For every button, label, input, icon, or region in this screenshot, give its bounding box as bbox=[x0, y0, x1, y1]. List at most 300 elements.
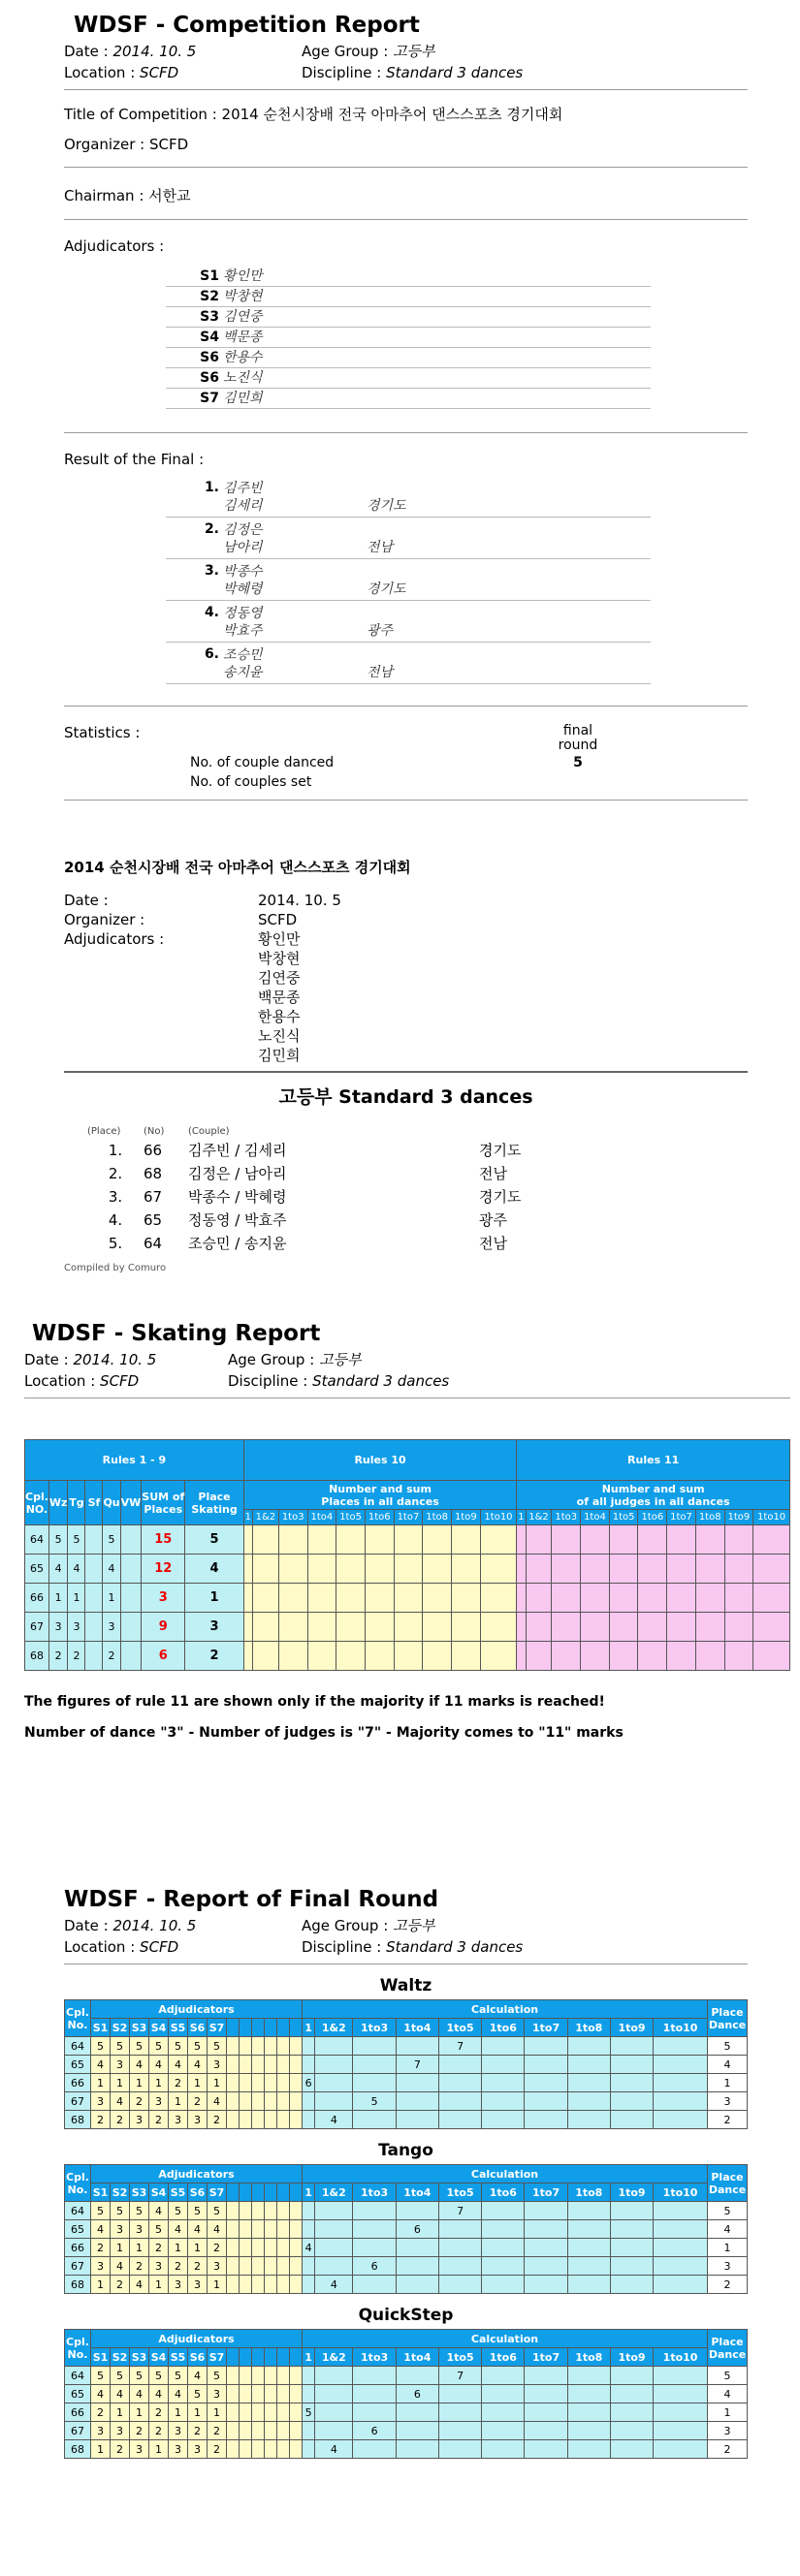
judge-header: S4 bbox=[149, 2348, 169, 2367]
rule10-cell bbox=[423, 1584, 452, 1613]
adjudicators-header: Adjudicators bbox=[91, 2165, 303, 2183]
dance-mark-empty bbox=[277, 2092, 290, 2111]
final-location-value: SCFD bbox=[140, 1938, 179, 1956]
dance-mark-empty bbox=[227, 2111, 240, 2129]
rule11-cell bbox=[526, 1525, 552, 1555]
range-header-r11: 1to6 bbox=[638, 1510, 667, 1525]
skating-mark bbox=[120, 1584, 142, 1613]
adjudicator-row bbox=[166, 287, 651, 307]
finalist-place: 2. bbox=[204, 521, 219, 537]
dance-calc bbox=[303, 2056, 315, 2074]
dance-calc: 4 bbox=[315, 2111, 353, 2129]
summary-date-label: Date : bbox=[64, 892, 109, 909]
dance-mark-empty bbox=[290, 2092, 303, 2111]
judge-header-empty bbox=[290, 2019, 303, 2037]
rule11-cell bbox=[638, 1525, 667, 1555]
dance-mark-empty bbox=[227, 2440, 240, 2459]
judge-header: S7 bbox=[208, 2019, 227, 2037]
adjudicator-row bbox=[166, 267, 651, 287]
dance-mark: 4 bbox=[188, 2367, 208, 2385]
dance-calc: 4 bbox=[315, 2440, 353, 2459]
dance-mark-empty bbox=[290, 2367, 303, 2385]
dance-mark-empty bbox=[277, 2074, 290, 2092]
dance-mark-empty bbox=[227, 2202, 240, 2220]
dance-header-3: Qu bbox=[103, 1481, 120, 1525]
dance-calc bbox=[303, 2037, 315, 2056]
dance-calc bbox=[610, 2403, 653, 2422]
dance-place: 1 bbox=[708, 2239, 748, 2257]
col-couple-header: (Couple) bbox=[188, 1126, 230, 1137]
skating-row bbox=[25, 1584, 790, 1613]
dance-calc bbox=[438, 2239, 481, 2257]
dance-mark: 2 bbox=[149, 2422, 169, 2440]
rule10-cell bbox=[336, 1642, 366, 1671]
dance-mark-empty bbox=[252, 2202, 265, 2220]
calc-header: 1 bbox=[303, 2019, 315, 2037]
dance-mark-empty bbox=[265, 2239, 277, 2257]
competition-label: Title of Competition : bbox=[64, 106, 217, 123]
discipline-value: Standard 3 dances bbox=[386, 64, 524, 81]
rule11-cell bbox=[609, 1584, 638, 1613]
dance-mark-empty bbox=[227, 2220, 240, 2239]
category-title: 고등부 Standard 3 dances bbox=[278, 1086, 533, 1108]
dance-mark: 3 bbox=[91, 2257, 111, 2276]
dance-calc: 5 bbox=[303, 2403, 315, 2422]
rule11-cell bbox=[638, 1584, 667, 1613]
cpl-header: Cpl. No. bbox=[65, 2330, 91, 2367]
finalist-row bbox=[166, 480, 651, 518]
skating-date-label: Date : bbox=[24, 1351, 69, 1368]
dance-header-row bbox=[65, 2330, 748, 2348]
dance-row bbox=[65, 2385, 748, 2403]
skating-mark: 2 bbox=[48, 1642, 68, 1671]
dance-calc bbox=[610, 2385, 653, 2403]
place-dance-header: Place Dance bbox=[708, 2330, 748, 2367]
dance-mark: 3 bbox=[91, 2092, 111, 2111]
dance-cpl: 68 bbox=[65, 2111, 91, 2129]
dance-mark: 5 bbox=[208, 2367, 227, 2385]
calc-header: 1to4 bbox=[396, 2183, 438, 2202]
discipline-label: Discipline : bbox=[302, 64, 382, 81]
skating-date-age-row bbox=[24, 1349, 790, 1370]
dance-table bbox=[64, 2329, 748, 2459]
dance-cpl: 66 bbox=[65, 2074, 91, 2092]
dance-calc: 7 bbox=[438, 2367, 481, 2385]
competition-title-row bbox=[64, 96, 748, 132]
judge-header-empty bbox=[227, 2183, 240, 2202]
dance-mark: 1 bbox=[188, 2074, 208, 2092]
adjudicator-row bbox=[166, 328, 651, 348]
rules-10-subheader: Number and sum Places in all dances bbox=[243, 1481, 517, 1510]
dance-row bbox=[65, 2257, 748, 2276]
result-region: 경기도 bbox=[479, 1142, 522, 1159]
judge-header: S3 bbox=[130, 2183, 149, 2202]
finalist-names bbox=[223, 563, 367, 598]
dance-mark-empty bbox=[290, 2422, 303, 2440]
dance-mark: 2 bbox=[91, 2111, 111, 2129]
dance-calc bbox=[438, 2111, 481, 2129]
dance-mark-empty bbox=[227, 2239, 240, 2257]
rule10-cell bbox=[394, 1642, 423, 1671]
result-row bbox=[87, 1162, 748, 1185]
dance-table bbox=[64, 2164, 748, 2294]
dance-header-4: VW bbox=[120, 1481, 142, 1525]
skating-location-value: SCFD bbox=[100, 1372, 140, 1390]
dance-mark-empty bbox=[252, 2220, 265, 2239]
summary-date-value: 2014. 10. 5 bbox=[258, 892, 341, 909]
skating-mark: 3 bbox=[68, 1613, 85, 1642]
adjudicators-header: Adjudicators bbox=[91, 2330, 303, 2348]
dance-mark: 3 bbox=[130, 2111, 149, 2129]
judge-header: S3 bbox=[130, 2348, 149, 2367]
dance-calc bbox=[525, 2276, 567, 2294]
dance-mark: 4 bbox=[111, 2385, 130, 2403]
skating-age-value: 고등부 bbox=[319, 1351, 362, 1368]
judge-header: S2 bbox=[111, 2019, 130, 2037]
adjudicator-code: S2 bbox=[200, 289, 219, 304]
skating-report bbox=[24, 1318, 790, 1741]
rule11-cell bbox=[753, 1525, 790, 1555]
rule10-cell bbox=[243, 1584, 252, 1613]
dance-place: 2 bbox=[708, 2111, 748, 2129]
rule11-cell bbox=[609, 1525, 638, 1555]
judge-header-empty bbox=[240, 2348, 252, 2367]
dance-calc bbox=[482, 2074, 525, 2092]
skating-mark bbox=[85, 1555, 103, 1584]
dance-calc: 7 bbox=[438, 2037, 481, 2056]
skating-mark bbox=[85, 1525, 103, 1555]
adjudicator-name: 노진식 bbox=[223, 370, 263, 386]
dance-mark: 3 bbox=[188, 2440, 208, 2459]
skating-cpl: 66 bbox=[25, 1584, 49, 1613]
dance-calc bbox=[353, 2385, 396, 2403]
dance-calc bbox=[396, 2276, 438, 2294]
report-title: WDSF - Competition Report bbox=[74, 13, 420, 38]
dance-calc bbox=[610, 2074, 653, 2092]
divider bbox=[64, 1963, 748, 1964]
judge-header: S6 bbox=[188, 2183, 208, 2202]
dance-row bbox=[65, 2074, 748, 2092]
skating-row bbox=[25, 1555, 790, 1584]
dance-calc bbox=[315, 2367, 353, 2385]
dance-mark-empty bbox=[277, 2239, 290, 2257]
dance-mark: 4 bbox=[169, 2220, 188, 2239]
final-age-label: Age Group : bbox=[302, 1917, 389, 1934]
dance-mark-empty bbox=[290, 2257, 303, 2276]
result-region: 경기도 bbox=[479, 1188, 522, 1206]
rule11-cell bbox=[667, 1613, 696, 1642]
dance-mark: 1 bbox=[149, 2276, 169, 2294]
rule10-cell bbox=[278, 1642, 307, 1671]
skating-mark: 1 bbox=[103, 1584, 120, 1613]
calc-header: 1to3 bbox=[353, 2019, 396, 2037]
dance-cpl: 67 bbox=[65, 2257, 91, 2276]
adjudicator-name: 백문종 bbox=[223, 330, 263, 345]
dance-mark-empty bbox=[227, 2276, 240, 2294]
range-header-r11: 1to3 bbox=[552, 1510, 581, 1525]
dance-mark: 5 bbox=[130, 2202, 149, 2220]
dance-mark: 3 bbox=[91, 2422, 111, 2440]
dance-calc bbox=[315, 2074, 353, 2092]
dance-mark: 4 bbox=[149, 2202, 169, 2220]
cpl-header: Cpl. No. bbox=[65, 2000, 91, 2037]
judge-header-empty bbox=[265, 2019, 277, 2037]
calc-header: 1to7 bbox=[525, 2183, 567, 2202]
rule11-cell bbox=[552, 1642, 581, 1671]
divider bbox=[64, 1071, 748, 1073]
result-no: 68 bbox=[144, 1165, 163, 1182]
range-header-r11: 1to9 bbox=[724, 1510, 753, 1525]
dance-mark: 3 bbox=[188, 2276, 208, 2294]
dance-calc bbox=[610, 2276, 653, 2294]
summary-organizer-value: SCFD bbox=[258, 911, 298, 928]
dance-mark-empty bbox=[265, 2056, 277, 2074]
dance-calc bbox=[525, 2440, 567, 2459]
dance-place: 1 bbox=[708, 2074, 748, 2092]
adjudicator-code: S1 bbox=[200, 268, 219, 284]
dance-mark: 5 bbox=[208, 2037, 227, 2056]
rule11-cell bbox=[552, 1525, 581, 1555]
dance-calc bbox=[654, 2092, 708, 2111]
dance-calc bbox=[482, 2202, 525, 2220]
place-skating-header: Place Skating bbox=[185, 1481, 243, 1525]
dance-mark-empty bbox=[240, 2220, 252, 2239]
dance-calc bbox=[353, 2239, 396, 2257]
dance-mark-empty bbox=[290, 2074, 303, 2092]
dance-mark: 1 bbox=[111, 2074, 130, 2092]
dance-calc bbox=[567, 2239, 610, 2257]
skating-mark: 4 bbox=[48, 1555, 68, 1584]
final-discipline-value: Standard 3 dances bbox=[386, 1938, 524, 1956]
finalist-names bbox=[223, 521, 367, 556]
dance-calc bbox=[482, 2257, 525, 2276]
final-location-label: Location : bbox=[64, 1938, 136, 1956]
rule11-cell bbox=[753, 1613, 790, 1642]
rule10-cell bbox=[365, 1642, 394, 1671]
final-date-label: Date : bbox=[64, 1917, 109, 1934]
calc-header: 1 bbox=[303, 2183, 315, 2202]
dance-calc bbox=[438, 2220, 481, 2239]
dance-mark-empty bbox=[265, 2422, 277, 2440]
dance-mark-empty bbox=[277, 2257, 290, 2276]
rule11-cell bbox=[695, 1642, 724, 1671]
divider bbox=[64, 89, 748, 90]
dance-mark: 5 bbox=[130, 2037, 149, 2056]
finalist-place: 4. bbox=[204, 605, 219, 620]
calc-header: 1to7 bbox=[525, 2019, 567, 2037]
rule11-cell bbox=[517, 1642, 526, 1671]
dance-mark: 2 bbox=[149, 2403, 169, 2422]
result-no: 64 bbox=[144, 1235, 163, 1252]
finalist-name-1: 박종수 bbox=[223, 564, 263, 580]
finalist-name-2: 김세리 bbox=[223, 498, 263, 514]
finalist-name-2: 남아리 bbox=[223, 540, 263, 555]
dance-mark: 3 bbox=[169, 2422, 188, 2440]
range-header-r10: 1to4 bbox=[307, 1510, 336, 1525]
dance-mark: 2 bbox=[149, 2111, 169, 2129]
dance-mark: 1 bbox=[169, 2239, 188, 2257]
rule11-cell bbox=[667, 1525, 696, 1555]
dance-calc bbox=[654, 2220, 708, 2239]
rule11-cell bbox=[517, 1613, 526, 1642]
dance-mark-empty bbox=[240, 2202, 252, 2220]
dance-calc bbox=[396, 2403, 438, 2422]
dance-calc bbox=[654, 2440, 708, 2459]
dance-cpl: 66 bbox=[65, 2403, 91, 2422]
dance-cpl: 65 bbox=[65, 2056, 91, 2074]
dance-mark: 4 bbox=[130, 2276, 149, 2294]
dance-header-1: Tg bbox=[68, 1481, 85, 1525]
judge-header: S3 bbox=[130, 2019, 149, 2037]
dance-mark: 4 bbox=[91, 2385, 111, 2403]
dance-place: 3 bbox=[708, 2257, 748, 2276]
dance-calc: 7 bbox=[438, 2202, 481, 2220]
dance-mark-empty bbox=[252, 2092, 265, 2111]
dance-calc bbox=[303, 2385, 315, 2403]
rule10-cell bbox=[307, 1613, 336, 1642]
range-header-r10: 1to3 bbox=[278, 1510, 307, 1525]
dance-calc bbox=[438, 2276, 481, 2294]
rule10-cell bbox=[451, 1555, 480, 1584]
dance-row bbox=[65, 2056, 748, 2074]
judge-header: S7 bbox=[208, 2183, 227, 2202]
dance-mark-empty bbox=[265, 2257, 277, 2276]
dance-calc bbox=[482, 2111, 525, 2129]
adjudicator-code: S6 bbox=[200, 350, 219, 365]
finalist-names bbox=[223, 480, 367, 515]
finalist-row bbox=[166, 521, 651, 559]
judge-header: S7 bbox=[208, 2348, 227, 2367]
dance-mark-empty bbox=[240, 2276, 252, 2294]
calc-header: 1to9 bbox=[610, 2183, 653, 2202]
dance-row bbox=[65, 2422, 748, 2440]
dance-calc bbox=[567, 2367, 610, 2385]
dance-mark: 3 bbox=[208, 2056, 227, 2074]
dance-calc bbox=[353, 2056, 396, 2074]
adjudicator-row bbox=[166, 368, 651, 389]
dance-mark: 1 bbox=[130, 2239, 149, 2257]
dance-calc: 6 bbox=[353, 2257, 396, 2276]
final-date-age-row bbox=[64, 1915, 748, 1936]
dance-mark: 2 bbox=[188, 2422, 208, 2440]
dance-mark-empty bbox=[252, 2367, 265, 2385]
dance-calc bbox=[303, 2367, 315, 2385]
dance-mark-empty bbox=[277, 2220, 290, 2239]
dance-mark: 2 bbox=[188, 2092, 208, 2111]
dance-calc bbox=[567, 2056, 610, 2074]
skating-mark: 2 bbox=[68, 1642, 85, 1671]
finalist-region: 경기도 bbox=[367, 581, 406, 597]
rule11-cell bbox=[695, 1555, 724, 1584]
dance-row bbox=[65, 2092, 748, 2111]
dance-calc bbox=[525, 2403, 567, 2422]
dance-calc bbox=[303, 2440, 315, 2459]
dance-calc bbox=[567, 2422, 610, 2440]
dance-calc bbox=[303, 2276, 315, 2294]
dance-mark-empty bbox=[240, 2037, 252, 2056]
rule10-cell bbox=[365, 1613, 394, 1642]
dance-calc bbox=[654, 2257, 708, 2276]
dance-calc bbox=[525, 2367, 567, 2385]
rule10-cell bbox=[394, 1525, 423, 1555]
summary-adjudicators-row bbox=[64, 929, 748, 1065]
dance-mark: 5 bbox=[111, 2367, 130, 2385]
dance-calc bbox=[567, 2276, 610, 2294]
dance-calc bbox=[654, 2037, 708, 2056]
dance-mark: 3 bbox=[149, 2257, 169, 2276]
calc-header: 1to9 bbox=[610, 2019, 653, 2037]
dance-calc: 5 bbox=[353, 2092, 396, 2111]
dance-mark: 1 bbox=[208, 2403, 227, 2422]
divider bbox=[64, 432, 748, 433]
dance-mark: 5 bbox=[188, 2037, 208, 2056]
judge-header-empty bbox=[252, 2019, 265, 2037]
finalist-name-1: 조승민 bbox=[223, 647, 263, 663]
finalist-row bbox=[166, 563, 651, 601]
result-region: 전남 bbox=[479, 1165, 507, 1182]
result-region: 전남 bbox=[479, 1235, 507, 1252]
dance-cpl: 67 bbox=[65, 2092, 91, 2111]
rule11-cell bbox=[695, 1525, 724, 1555]
dance-mark-empty bbox=[227, 2074, 240, 2092]
range-header-r11: 1to10 bbox=[753, 1510, 790, 1525]
adjudicator-name: 황인만 bbox=[223, 268, 263, 284]
dance-place: 5 bbox=[708, 2202, 748, 2220]
dance-mark-empty bbox=[240, 2385, 252, 2403]
finalist-name-1: 김정은 bbox=[223, 522, 263, 538]
calc-header: 1to7 bbox=[525, 2348, 567, 2367]
dance-calc bbox=[654, 2385, 708, 2403]
calc-header: 1 bbox=[303, 2348, 315, 2367]
skating-place: 4 bbox=[185, 1555, 243, 1584]
dance-mark: 3 bbox=[188, 2111, 208, 2129]
dance-calc bbox=[654, 2056, 708, 2074]
dance-row bbox=[65, 2403, 748, 2422]
adjudicator-list bbox=[166, 267, 651, 409]
dance-calc bbox=[482, 2239, 525, 2257]
dance-mark-empty bbox=[277, 2440, 290, 2459]
dance-mark: 1 bbox=[169, 2092, 188, 2111]
dance-mark-empty bbox=[240, 2111, 252, 2129]
dance-mark-empty bbox=[227, 2037, 240, 2056]
judge-header-empty bbox=[240, 2019, 252, 2037]
result-row bbox=[87, 1209, 748, 1232]
dance-calc bbox=[303, 2422, 315, 2440]
organizer-row bbox=[64, 132, 748, 161]
range-header-r11: 1to8 bbox=[695, 1510, 724, 1525]
cpl-header: Cpl. NO. bbox=[25, 1481, 49, 1525]
dance-calc bbox=[610, 2422, 653, 2440]
final-round-value: 5 bbox=[573, 755, 583, 770]
rule10-cell bbox=[480, 1613, 517, 1642]
dance-place: 4 bbox=[708, 2056, 748, 2074]
dance-calc bbox=[482, 2385, 525, 2403]
rule10-cell bbox=[278, 1584, 307, 1613]
judge-header: S6 bbox=[188, 2348, 208, 2367]
competition-report bbox=[64, 10, 748, 1273]
rule10-cell bbox=[451, 1613, 480, 1642]
date-age-row bbox=[64, 41, 748, 62]
cpl-header: Cpl. No. bbox=[65, 2165, 91, 2202]
dance-header-2: Sf bbox=[85, 1481, 103, 1525]
dance-mark-empty bbox=[277, 2202, 290, 2220]
skating-place: 5 bbox=[185, 1525, 243, 1555]
dance-mark-empty bbox=[252, 2037, 265, 2056]
summary-adjudicator-name: 노진식 bbox=[258, 1027, 301, 1045]
dance-mark: 5 bbox=[169, 2202, 188, 2220]
divider bbox=[64, 219, 748, 220]
dance-cpl: 64 bbox=[65, 2202, 91, 2220]
